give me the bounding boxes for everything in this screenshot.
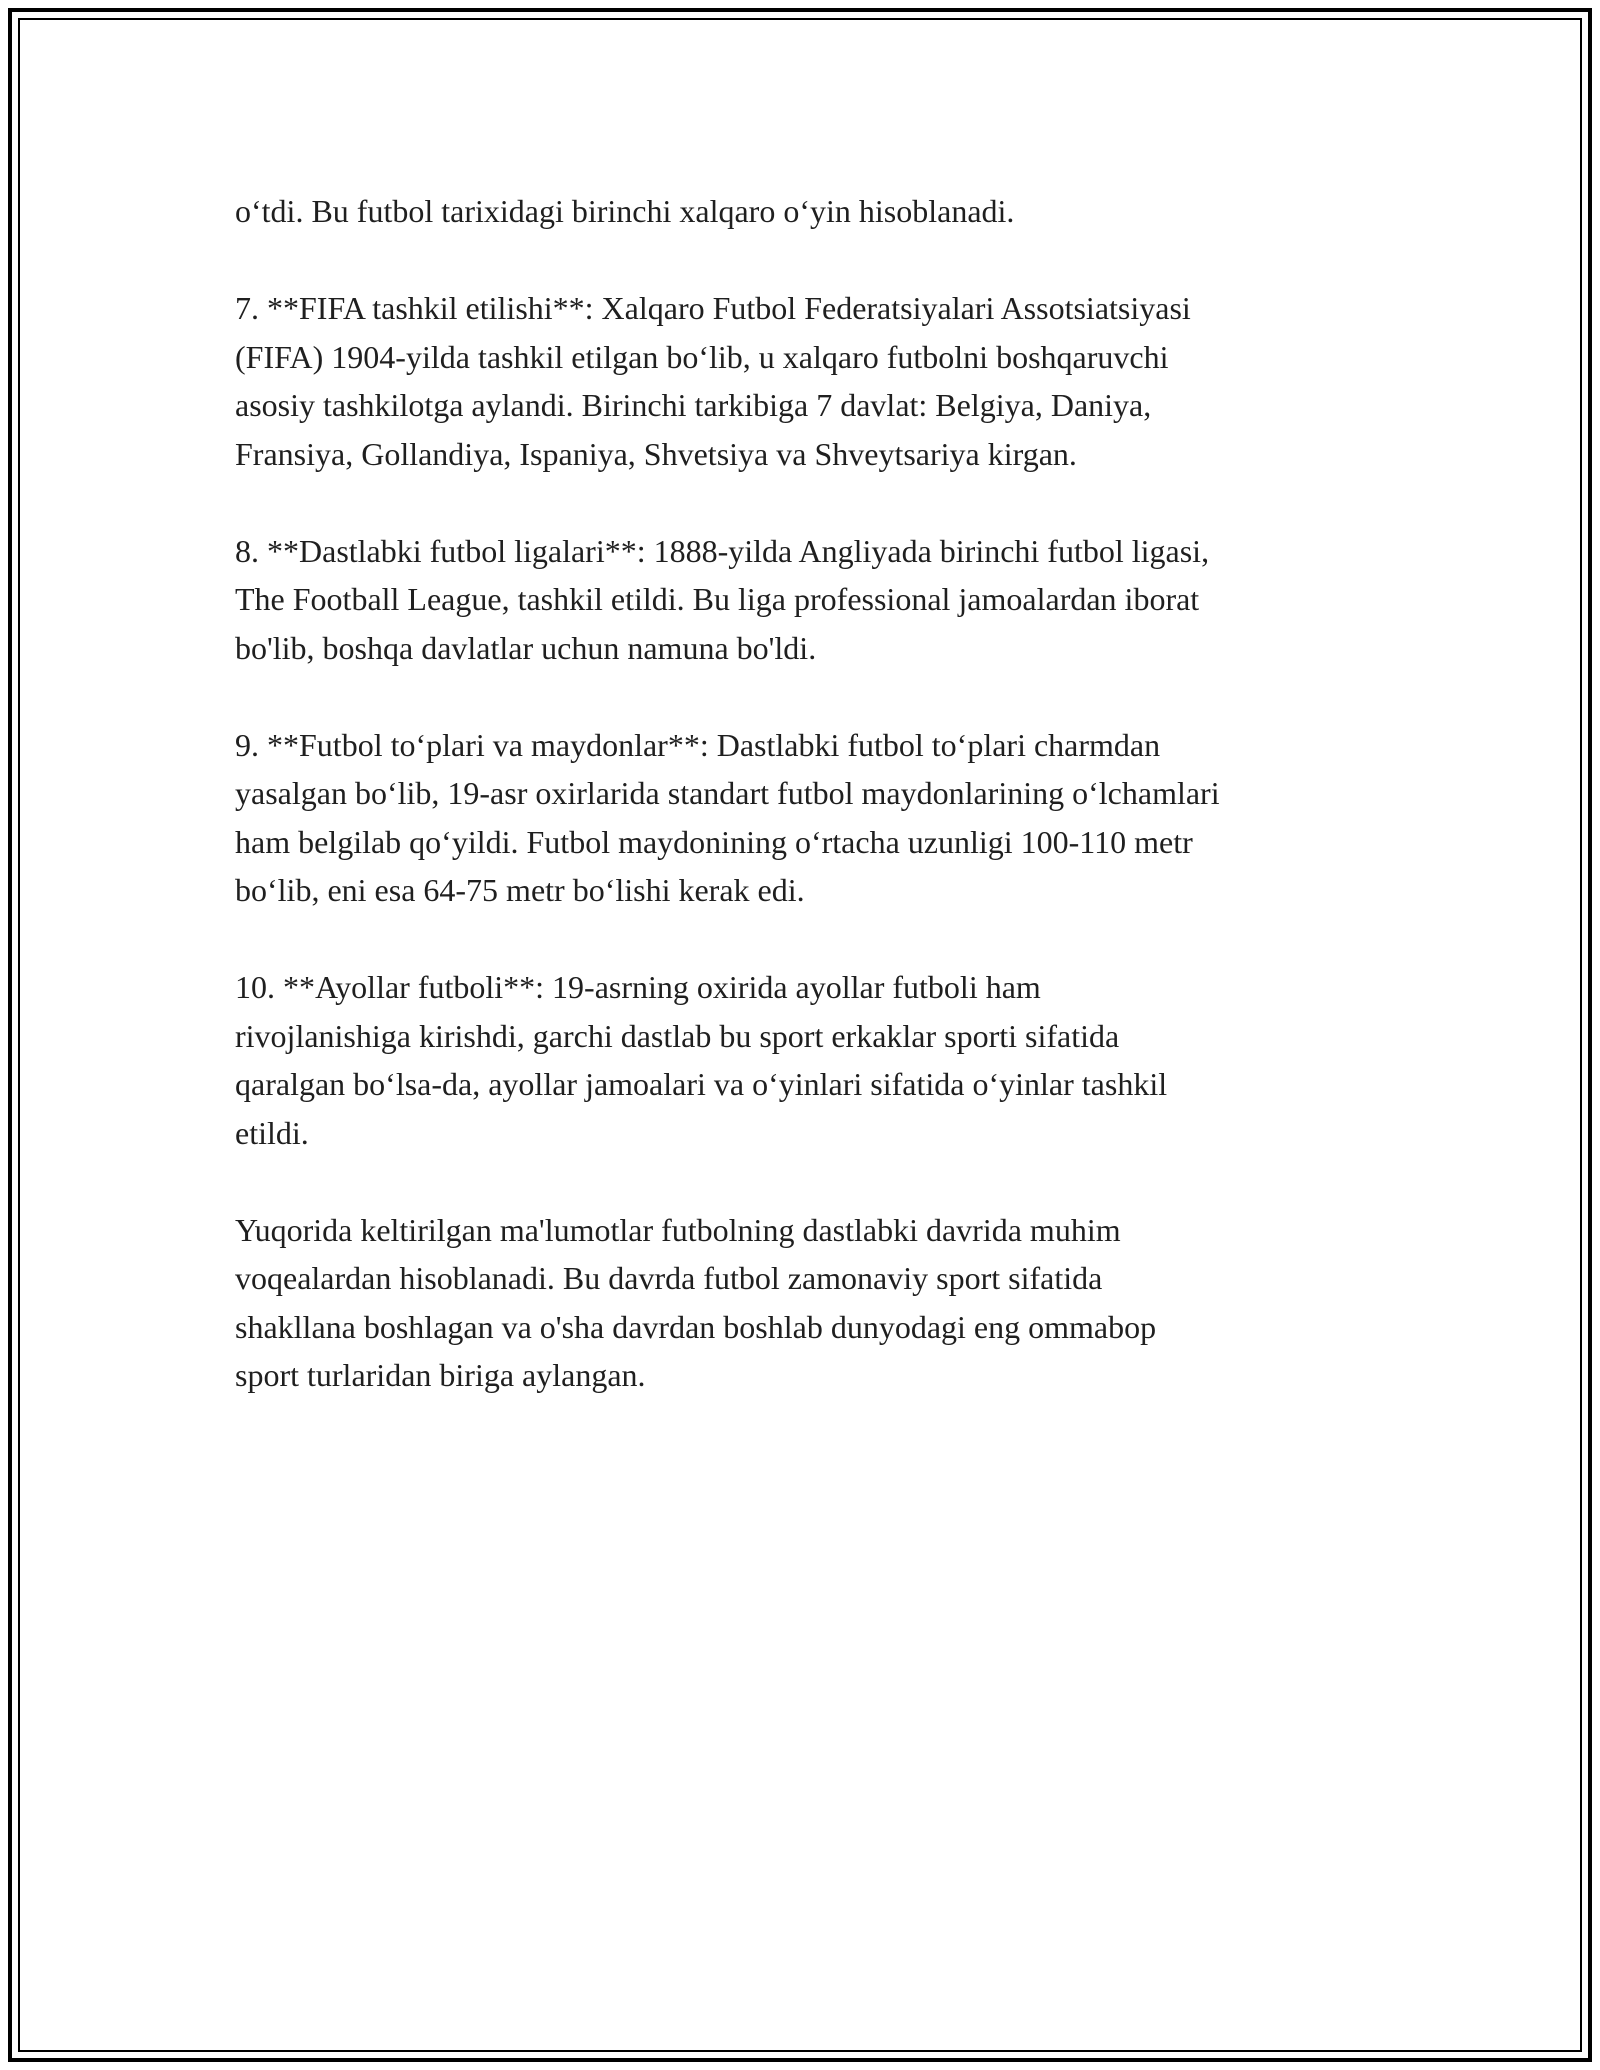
paragraph-leagues: 8. **Dastlabki futbol ligalari**: 1888-yilda Angliyada birinchi futbol ligasi, The Football League, tashkil etildi. Bu liga professional jamoalardan iborat bo'lib, boshqa davlatlar uchun namuna bo'ldi. xyxy=(235,532,1210,666)
paragraph-continuation: o‘tdi. Bu futbol tarixidagi birinchi xalqaro o‘yin hisoblanadi. xyxy=(235,193,1015,229)
paragraph-balls-fields: 9. **Futbol to‘plari va maydonlar**: Dastlabki futbol to‘plari charmdan yasalgan bo‘lib, 19-asr oxirlarida standart futbol maydonlarining o‘lchamlari ham belgilab qo‘yildi. Futbol maydonining o‘rtacha uzunligi 100-110 metr bo‘lib, eni esa 64-75 metr bo‘lishi kerak edi. xyxy=(235,726,1220,908)
paragraph-conclusion: Yuqorida keltirilgan ma'lumotlar futbolning dastlabki davrida muhim voqealardan hisoblanadi. Bu davrda futbol zamonaviy sport sifatida shakllana boshlagan va o'sha davrdan boshlab dunyodagi eng ommabop sport turlaridan biriga aylangan. xyxy=(235,1211,1157,1393)
document-body xyxy=(235,187,1375,1448)
paragraph-womens-football: 10. **Ayollar futboli**: 19-asrning oxirida ayollar futboli ham rivojlanishiga kirishdi, garchi dastlab bu sport erkaklar sporti sifatida qaralgan bo‘lsa-da, ayollar jamoalari va o‘yinlari sifatida o‘yinlar tashkil etildi. xyxy=(235,969,1168,1151)
paragraph-fifa: 7. **FIFA tashkil etilishi**: Xalqaro Futbol Federatsiyalari Assotsiatsiyasi (FIFA) 1904-yilda tashkil etilgan bo‘lib, u xalqaro futbolni boshqaruvchi asosiy tashkilotga aylandi. Birinchi tarkibiga 7 davlat: Belgiya, Daniya, Fransiya, Gollandiya, Ispaniya, Shvetsiya va Shveytsariya kirgan. xyxy=(235,290,1191,472)
